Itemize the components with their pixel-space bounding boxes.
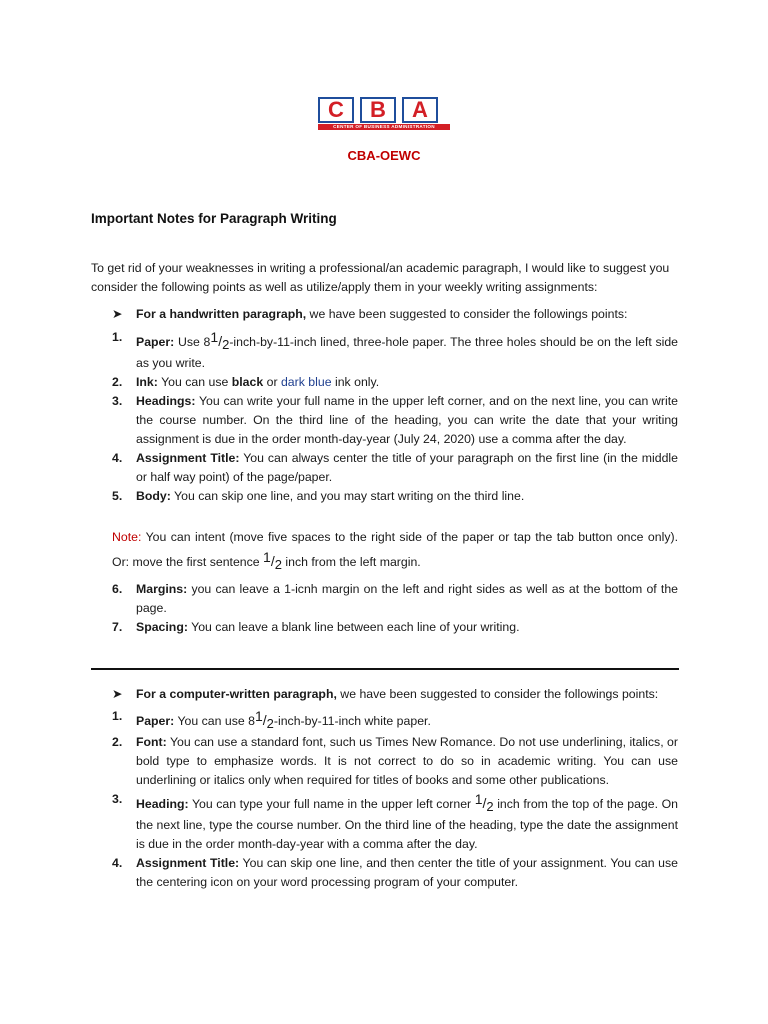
item-text: ink only. [331, 375, 380, 389]
item-text: You can use [157, 375, 232, 389]
item-text: you can leave a 1-icnh margin on the left and right sides as well as at the bottom of the page. [136, 582, 678, 615]
fraction-denominator: 2 [222, 337, 230, 352]
item-number: 1. [112, 330, 123, 344]
fraction [210, 329, 230, 352]
item-label: Margins: [136, 582, 188, 596]
handwritten-list [112, 328, 678, 506]
computer-lead-rest: we have been suggested to consider the followings points: [336, 687, 659, 701]
item-number: 7. [112, 620, 123, 634]
fraction-denominator: 2 [486, 799, 494, 814]
item-number: 4. [112, 451, 123, 465]
item-label: Paper: [136, 335, 175, 349]
fraction-slash: / [262, 712, 267, 728]
ink-blue-word: dark blue [280, 375, 332, 389]
item-label: Ink: [136, 375, 158, 389]
fraction-denominator: 2 [274, 557, 282, 572]
ink-black-word: black [231, 375, 264, 389]
item-number: 3. [112, 394, 123, 408]
logo-letter-c: C [318, 97, 354, 123]
arrow-bullet-icon: ➤ [112, 307, 123, 321]
section-divider [91, 668, 679, 670]
item-number: 2. [112, 735, 123, 749]
item-text: Use 8 [174, 335, 211, 349]
item-number: 5. [112, 489, 123, 503]
list-item [112, 328, 678, 373]
fraction [254, 708, 274, 731]
fraction-numerator: 1 [263, 549, 271, 565]
item-label: Assignment Title: [136, 451, 240, 465]
handwritten-list-continued [112, 580, 678, 637]
item-text: -inch-by-11-inch lined, three-hole paper. The three holes should be on the left side as you write. [136, 335, 679, 370]
item-text: You can use a standard font, such us Times New Romance. Do not use underlining, italics, or bold type to emphasize words. It is not correct to do so in academic writing. You can use underlining or italics only when required for titles of books and some other publications. [136, 735, 678, 787]
item-label: Font: [136, 735, 167, 749]
computer-lead-bold: For a computer-written paragraph, [136, 687, 337, 701]
page-title: Important Notes for Paragraph Writing [91, 211, 337, 226]
item-text: You can always center the title of your paragraph on the first line (in the middle or half way point) of the page/paper. [136, 451, 678, 484]
handwritten-lead-bold: For a handwritten paragraph, [136, 307, 307, 321]
item-label: Spacing: [136, 620, 188, 634]
item-text: You can skip one line, and then center the title of your assignment. You can use the centering icon on your word processing program of your computer. [136, 856, 678, 889]
item-label: Body: [136, 489, 171, 503]
computer-lead [112, 685, 658, 704]
fraction-denominator: 2 [266, 716, 274, 731]
note-label: Note: [112, 530, 142, 544]
logo-letter-b: B [360, 97, 396, 123]
note-paragraph [112, 527, 678, 575]
note-text: You can intent (move five spaces to the right side of the paper or tap the tab button once only). Or: move the first sentence [112, 530, 678, 569]
item-text: inch from the top of the page. On the next line, type the course number. On the third line of the heading, type the date the assignment is due in the order month-day-year with a comma after the day. [136, 797, 678, 851]
list-item [112, 392, 678, 449]
fraction-slash: / [270, 553, 275, 569]
arrow-bullet-icon: ➤ [112, 687, 123, 701]
intro-paragraph: To get rid of your weaknesses in writing a professional/an academic paragraph, I would like to suggest you consider the following points as well as utilize/apply them in your weekly writing assignments: [91, 261, 670, 294]
cba-logo [318, 97, 450, 131]
item-number: 6. [112, 582, 123, 596]
computer-list [112, 707, 678, 892]
list-item [112, 373, 678, 392]
handwritten-lead-rest: we have been suggested to consider the followings points: [306, 307, 628, 321]
list-item [112, 707, 678, 733]
list-item [112, 854, 678, 892]
item-text: You can skip one line, and you may start writing on the third line. [170, 489, 525, 503]
list-item [112, 618, 678, 637]
fraction-numerator: 1 [254, 708, 263, 724]
handwritten-lead [112, 305, 627, 324]
item-label: Paper: [136, 714, 175, 728]
item-text: or [263, 375, 281, 389]
item-label: Assignment Title: [136, 856, 240, 870]
list-item [112, 580, 678, 618]
fraction-slash: / [218, 333, 223, 349]
fraction [263, 549, 282, 572]
list-item [112, 487, 678, 506]
item-number: 2. [112, 375, 123, 389]
list-item [112, 449, 678, 487]
list-item [112, 733, 678, 790]
logo-subtitle: CENTER OF BUSINESS ADMINISTRATION [318, 124, 450, 130]
item-number: 4. [112, 856, 123, 870]
item-text: You can write your full name in the upper left corner, and on the next line, you can write the course number. On the third line of the heading, you can write the date that your writing assignment is due in the order month-day-year (July 24, 2020) use a comma after the day. [136, 394, 678, 446]
item-text: You can use 8 [174, 714, 255, 728]
item-text: You can leave a blank line between each line of your writing. [187, 620, 520, 634]
list-item [112, 790, 678, 854]
item-label: Headings: [136, 394, 196, 408]
fraction-numerator: 1 [210, 329, 219, 345]
note-text: inch from the left margin. [281, 555, 421, 569]
item-text: You can type your full name in the upper left corner [188, 797, 475, 811]
item-label: Heading: [136, 797, 189, 811]
item-text: -inch-by-11-inch white paper. [273, 714, 431, 728]
item-number: 3. [112, 792, 123, 806]
fraction-slash: / [482, 795, 487, 811]
org-name: CBA-OEWC [347, 148, 421, 163]
logo-letter-a: A [402, 97, 438, 123]
fraction-numerator: 1 [474, 791, 483, 807]
item-number: 1. [112, 709, 123, 723]
fraction [474, 791, 494, 814]
